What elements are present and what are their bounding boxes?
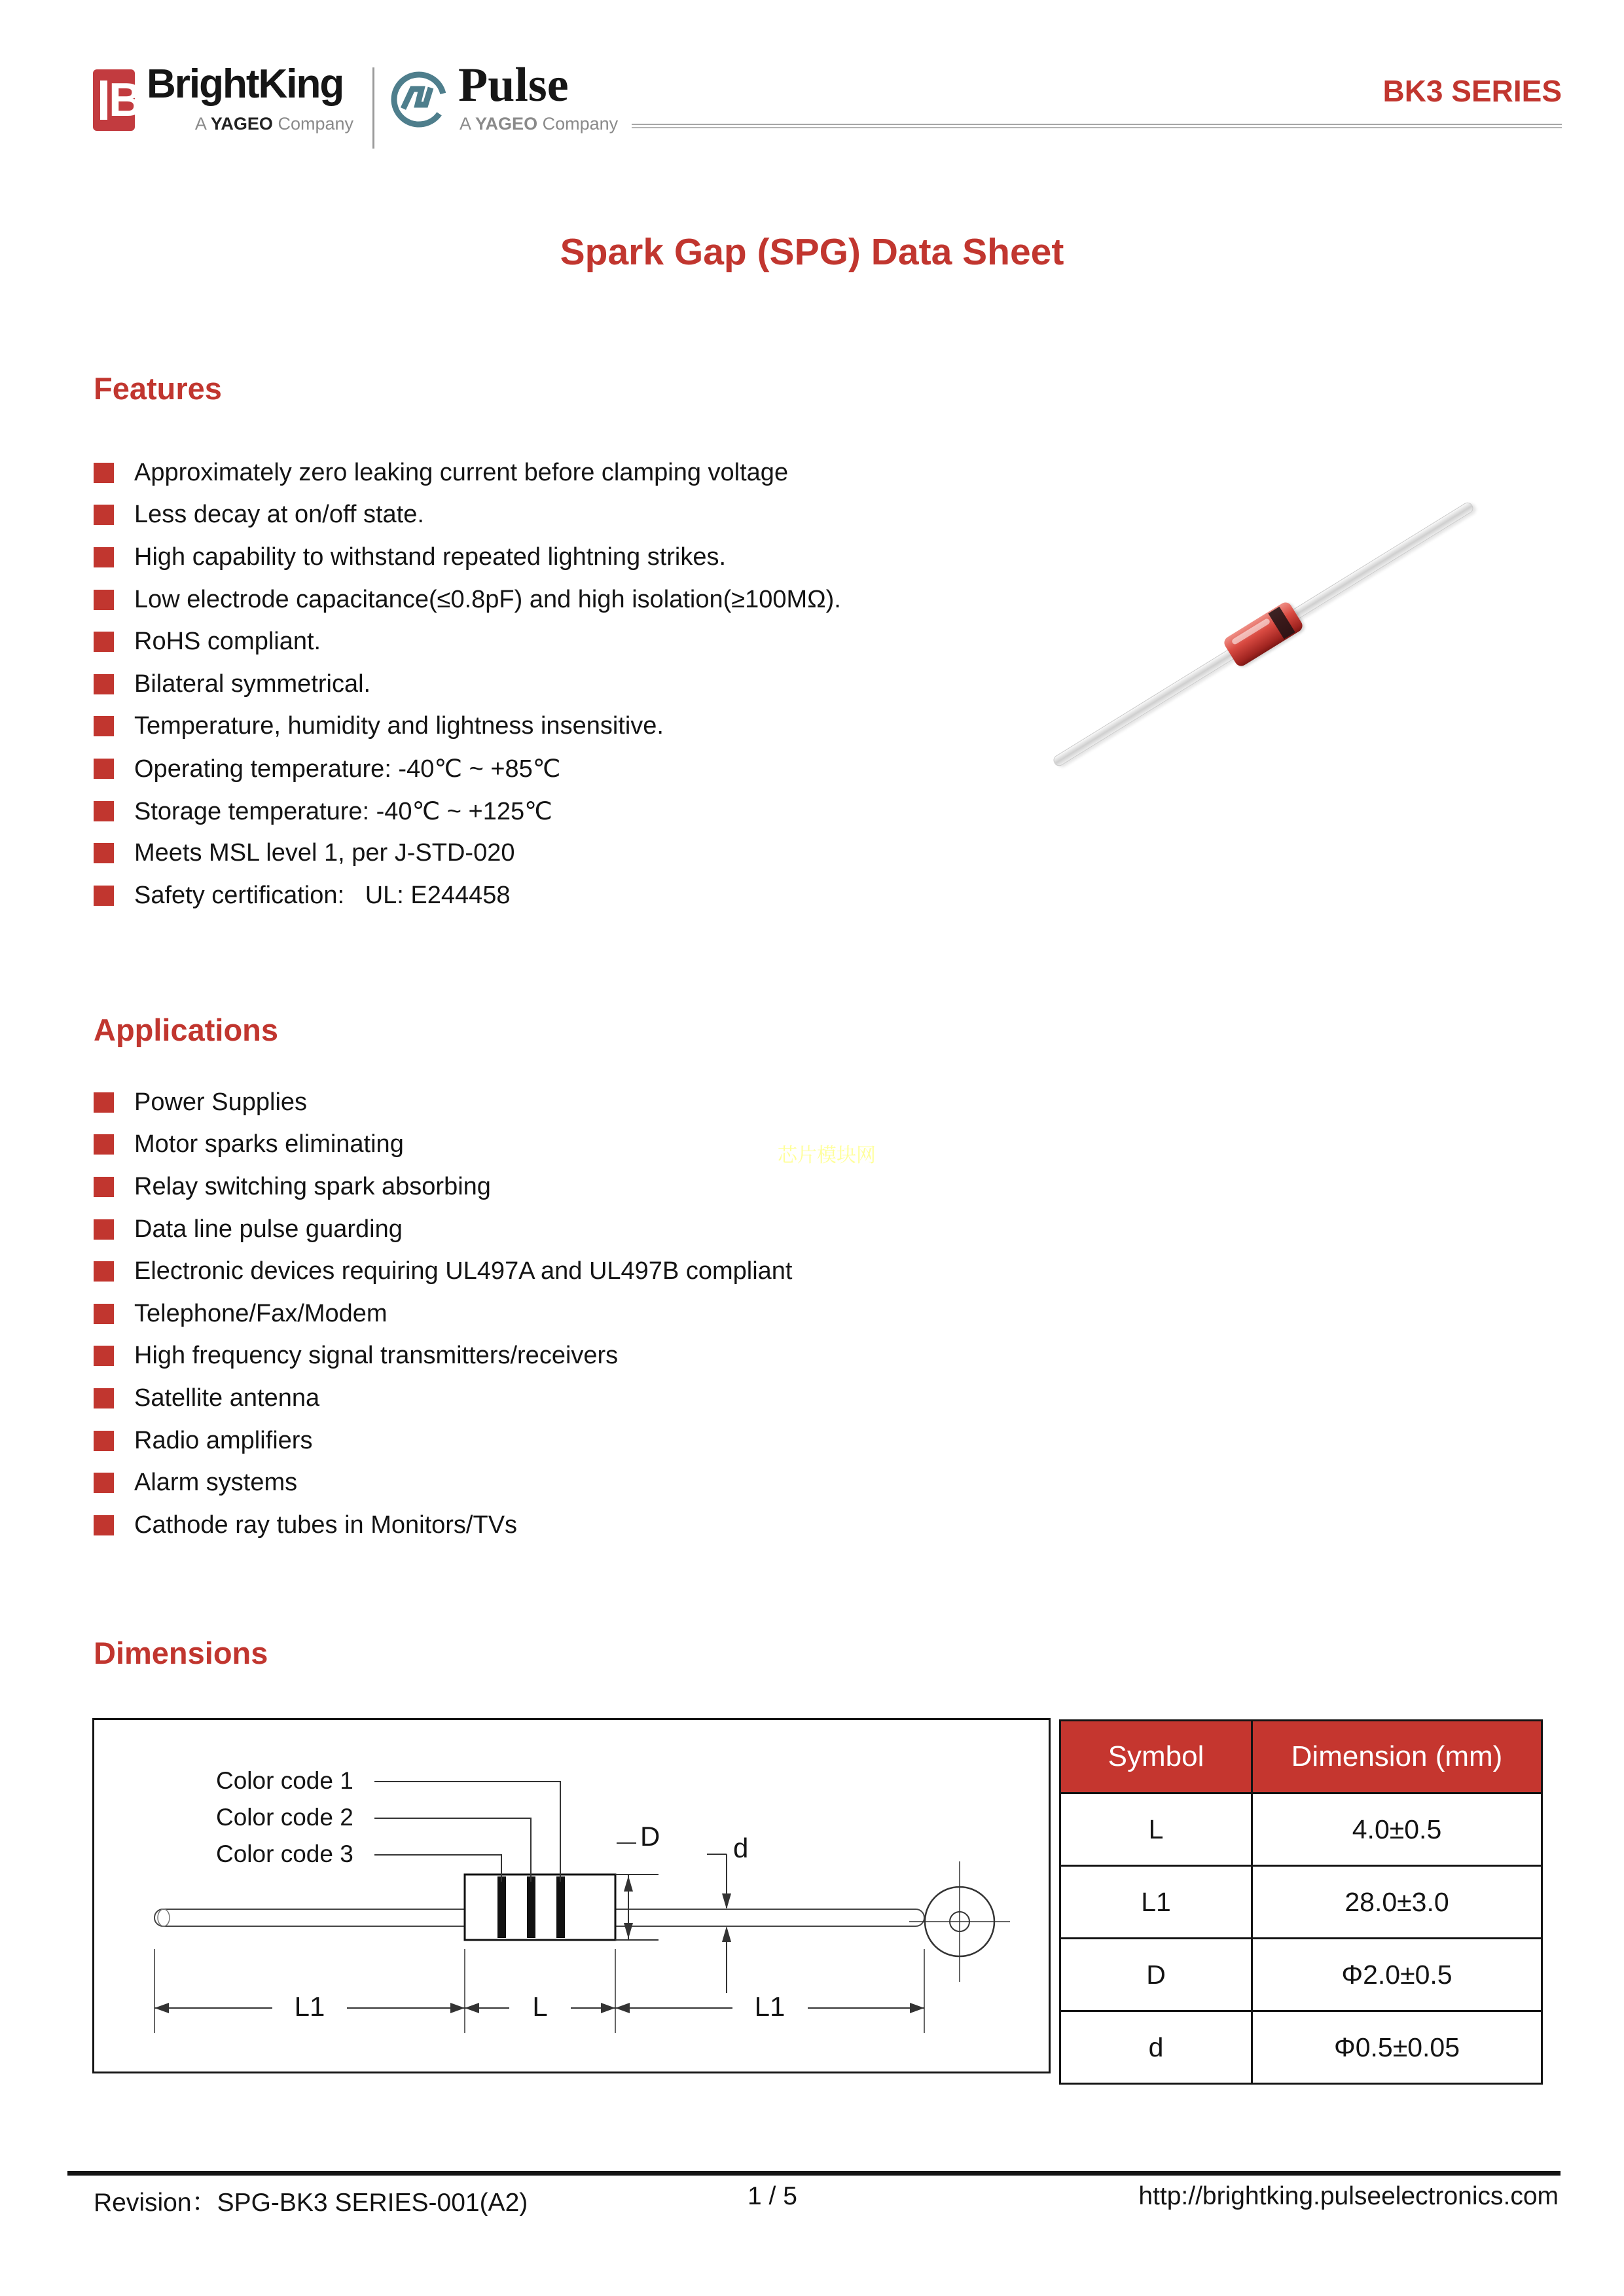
symbol-column-header: Symbol xyxy=(1060,1721,1252,1793)
bullet-square-icon xyxy=(94,547,114,567)
list-item xyxy=(94,1124,792,1166)
list-item-text: Satellite antenna xyxy=(134,1384,320,1412)
logo-divider xyxy=(372,67,374,149)
yageo-wordmark: YAGEO xyxy=(475,114,538,134)
watermark-text: 芯片模块网 xyxy=(778,1145,876,1166)
dim-L1-right-label: L1 xyxy=(754,1991,785,2022)
dim-d-label: d xyxy=(733,1833,749,1863)
glass-highlight xyxy=(1231,618,1271,645)
list-item xyxy=(94,706,841,748)
list-item xyxy=(94,832,841,874)
list-item xyxy=(94,1166,792,1208)
list-item xyxy=(94,536,841,579)
bullet-square-icon xyxy=(94,1092,114,1113)
dim-L1-left-label: L1 xyxy=(294,1991,325,2022)
bullet-square-icon xyxy=(94,1177,114,1197)
yageo-line-company: Company xyxy=(272,114,353,134)
list-item xyxy=(94,663,841,706)
list-item-text: Motor sparks eliminating xyxy=(134,1130,404,1158)
bullet-square-icon xyxy=(94,716,114,736)
cathode-band xyxy=(1268,607,1295,639)
list-item xyxy=(94,452,841,494)
color-code-2-label: Color code 2 xyxy=(216,1804,353,1831)
bullet-square-icon xyxy=(94,674,114,694)
list-item xyxy=(94,1293,792,1335)
brightking-icon-letter: B xyxy=(109,74,143,126)
features-list xyxy=(94,452,841,917)
brightking-wordmark: BrightKing xyxy=(147,62,344,107)
footer-rule xyxy=(67,2171,1561,2176)
bullet-square-icon xyxy=(94,843,114,863)
table-row xyxy=(1060,1939,1542,2011)
list-item-text: Power Supplies xyxy=(134,1088,308,1116)
list-item-text: Safety certification: UL: E244458 xyxy=(134,881,511,909)
dimensions-heading: Dimensions xyxy=(94,1636,268,1670)
list-item-text: Data line pulse guarding xyxy=(134,1215,403,1243)
list-item xyxy=(94,579,841,621)
bullet-square-icon xyxy=(94,505,114,525)
bullet-square-icon xyxy=(94,1346,114,1366)
color-code-1-label: Color code 1 xyxy=(216,1767,353,1794)
symbol-cell: d xyxy=(1060,2011,1252,2084)
dimension-cell: Φ2.0±0.5 xyxy=(1252,1939,1542,2011)
list-item-text: High frequency signal transmitters/receivers xyxy=(134,1342,619,1370)
applications-heading: Applications xyxy=(94,1013,279,1047)
list-item-text: Temperature, humidity and lightness insensitive. xyxy=(134,712,664,740)
list-item-text: Operating temperature: -40℃ ~ +85℃ xyxy=(134,755,561,783)
bullet-square-icon xyxy=(94,1304,114,1324)
bullet-square-icon xyxy=(94,463,114,483)
pulse-logo-icon xyxy=(388,68,450,131)
product-photo xyxy=(1018,445,1542,805)
list-item-text: Less decay at on/off state. xyxy=(134,501,424,529)
list-item xyxy=(94,1377,792,1420)
list-item-text: Cathode ray tubes in Monitors/TVs xyxy=(134,1511,518,1539)
bullet-square-icon xyxy=(94,1388,114,1408)
header-rule xyxy=(632,124,1562,128)
list-item xyxy=(94,620,841,663)
list-item xyxy=(94,1250,792,1293)
color-code-3-label: Color code 3 xyxy=(216,1840,353,1867)
list-item xyxy=(94,1504,792,1547)
pulse-yageo-line xyxy=(460,114,618,134)
bullet-square-icon xyxy=(94,1515,114,1535)
brightking-logo-icon xyxy=(93,69,143,131)
list-item xyxy=(94,1208,792,1251)
list-item xyxy=(94,1335,792,1378)
bullet-square-icon xyxy=(94,1431,114,1451)
dimension-cell: Φ0.5±0.05 xyxy=(1252,2011,1542,2084)
symbol-cell: L xyxy=(1060,1793,1252,1866)
page-title: Spark Gap (SPG) Data Sheet xyxy=(560,231,1064,273)
symbol-cell: L1 xyxy=(1060,1866,1252,1939)
list-item xyxy=(94,790,841,833)
list-item xyxy=(94,874,841,917)
symbol-cell: D xyxy=(1060,1939,1252,2011)
list-item xyxy=(94,494,841,537)
table-row xyxy=(1060,2011,1542,2084)
yageo-line-a: A xyxy=(460,114,476,134)
list-item-text: Electronic devices requiring UL497A and UL497B compliant xyxy=(134,1257,793,1285)
table-header-row xyxy=(1060,1721,1542,1793)
footer-url-link[interactable]: http://brightking.pulseelectronics.com xyxy=(1138,2182,1559,2210)
yageo-wordmark: YAGEO xyxy=(210,114,273,134)
bullet-square-icon xyxy=(94,759,114,779)
dimensions-table xyxy=(1059,1719,1543,2085)
dim-D-label: D xyxy=(640,1821,660,1852)
applications-list xyxy=(94,1081,792,1547)
list-item-text: Low electrode capacitance(≤0.8pF) and high isolation(≥100MΩ). xyxy=(134,585,841,613)
brightking-icon-bar xyxy=(100,81,107,120)
dimension-cell: 4.0±0.5 xyxy=(1252,1793,1542,1866)
list-item xyxy=(94,747,841,790)
footer-page-number: 1 / 5 xyxy=(748,2182,797,2210)
dimension-cell: 28.0±3.0 xyxy=(1252,1866,1542,1939)
list-item-text: Storage temperature: -40℃ ~ +125℃ xyxy=(134,797,552,825)
bullet-square-icon xyxy=(94,1219,114,1240)
yageo-line-company: Company xyxy=(537,114,619,134)
dim-L-label: L xyxy=(532,1991,548,2022)
list-item-text: High capability to withstand repeated lightning strikes. xyxy=(134,543,727,571)
bullet-square-icon xyxy=(94,1261,114,1282)
series-label: BK3 SERIES xyxy=(1382,74,1562,108)
brightking-yageo-line xyxy=(149,114,353,134)
list-item-text: Radio amplifiers xyxy=(134,1426,313,1454)
bullet-square-icon xyxy=(94,801,114,821)
list-item-text: Relay switching spark absorbing xyxy=(134,1172,491,1200)
list-item-text: RoHS compliant. xyxy=(134,628,321,656)
bullet-square-icon xyxy=(94,590,114,610)
list-item-text: Alarm systems xyxy=(134,1469,298,1497)
list-item-text: Telephone/Fax/Modem xyxy=(134,1299,388,1327)
features-heading: Features xyxy=(94,371,222,406)
product-glass-body xyxy=(1222,600,1305,669)
list-item xyxy=(94,1081,792,1124)
table-row xyxy=(1060,1866,1542,1939)
dimension-column-header: Dimension (mm) xyxy=(1252,1721,1542,1793)
bullet-square-icon xyxy=(94,1134,114,1155)
list-item xyxy=(94,1420,792,1462)
footer-revision: Revision：SPG-BK3 SERIES-001(A2) xyxy=(94,2189,528,2217)
list-item xyxy=(94,1462,792,1504)
pulse-wordmark: Pulse xyxy=(458,58,569,112)
bullet-square-icon xyxy=(94,632,114,652)
bullet-square-icon xyxy=(94,886,114,906)
bullet-square-icon xyxy=(94,1473,114,1493)
list-item-text: Meets MSL level 1, per J-STD-020 xyxy=(134,839,515,867)
yageo-line-a: A xyxy=(194,114,211,134)
table-row xyxy=(1060,1793,1542,1866)
list-item-text: Approximately zero leaking current before clamping voltage xyxy=(134,458,789,486)
list-item-text: Bilateral symmetrical. xyxy=(134,670,371,698)
